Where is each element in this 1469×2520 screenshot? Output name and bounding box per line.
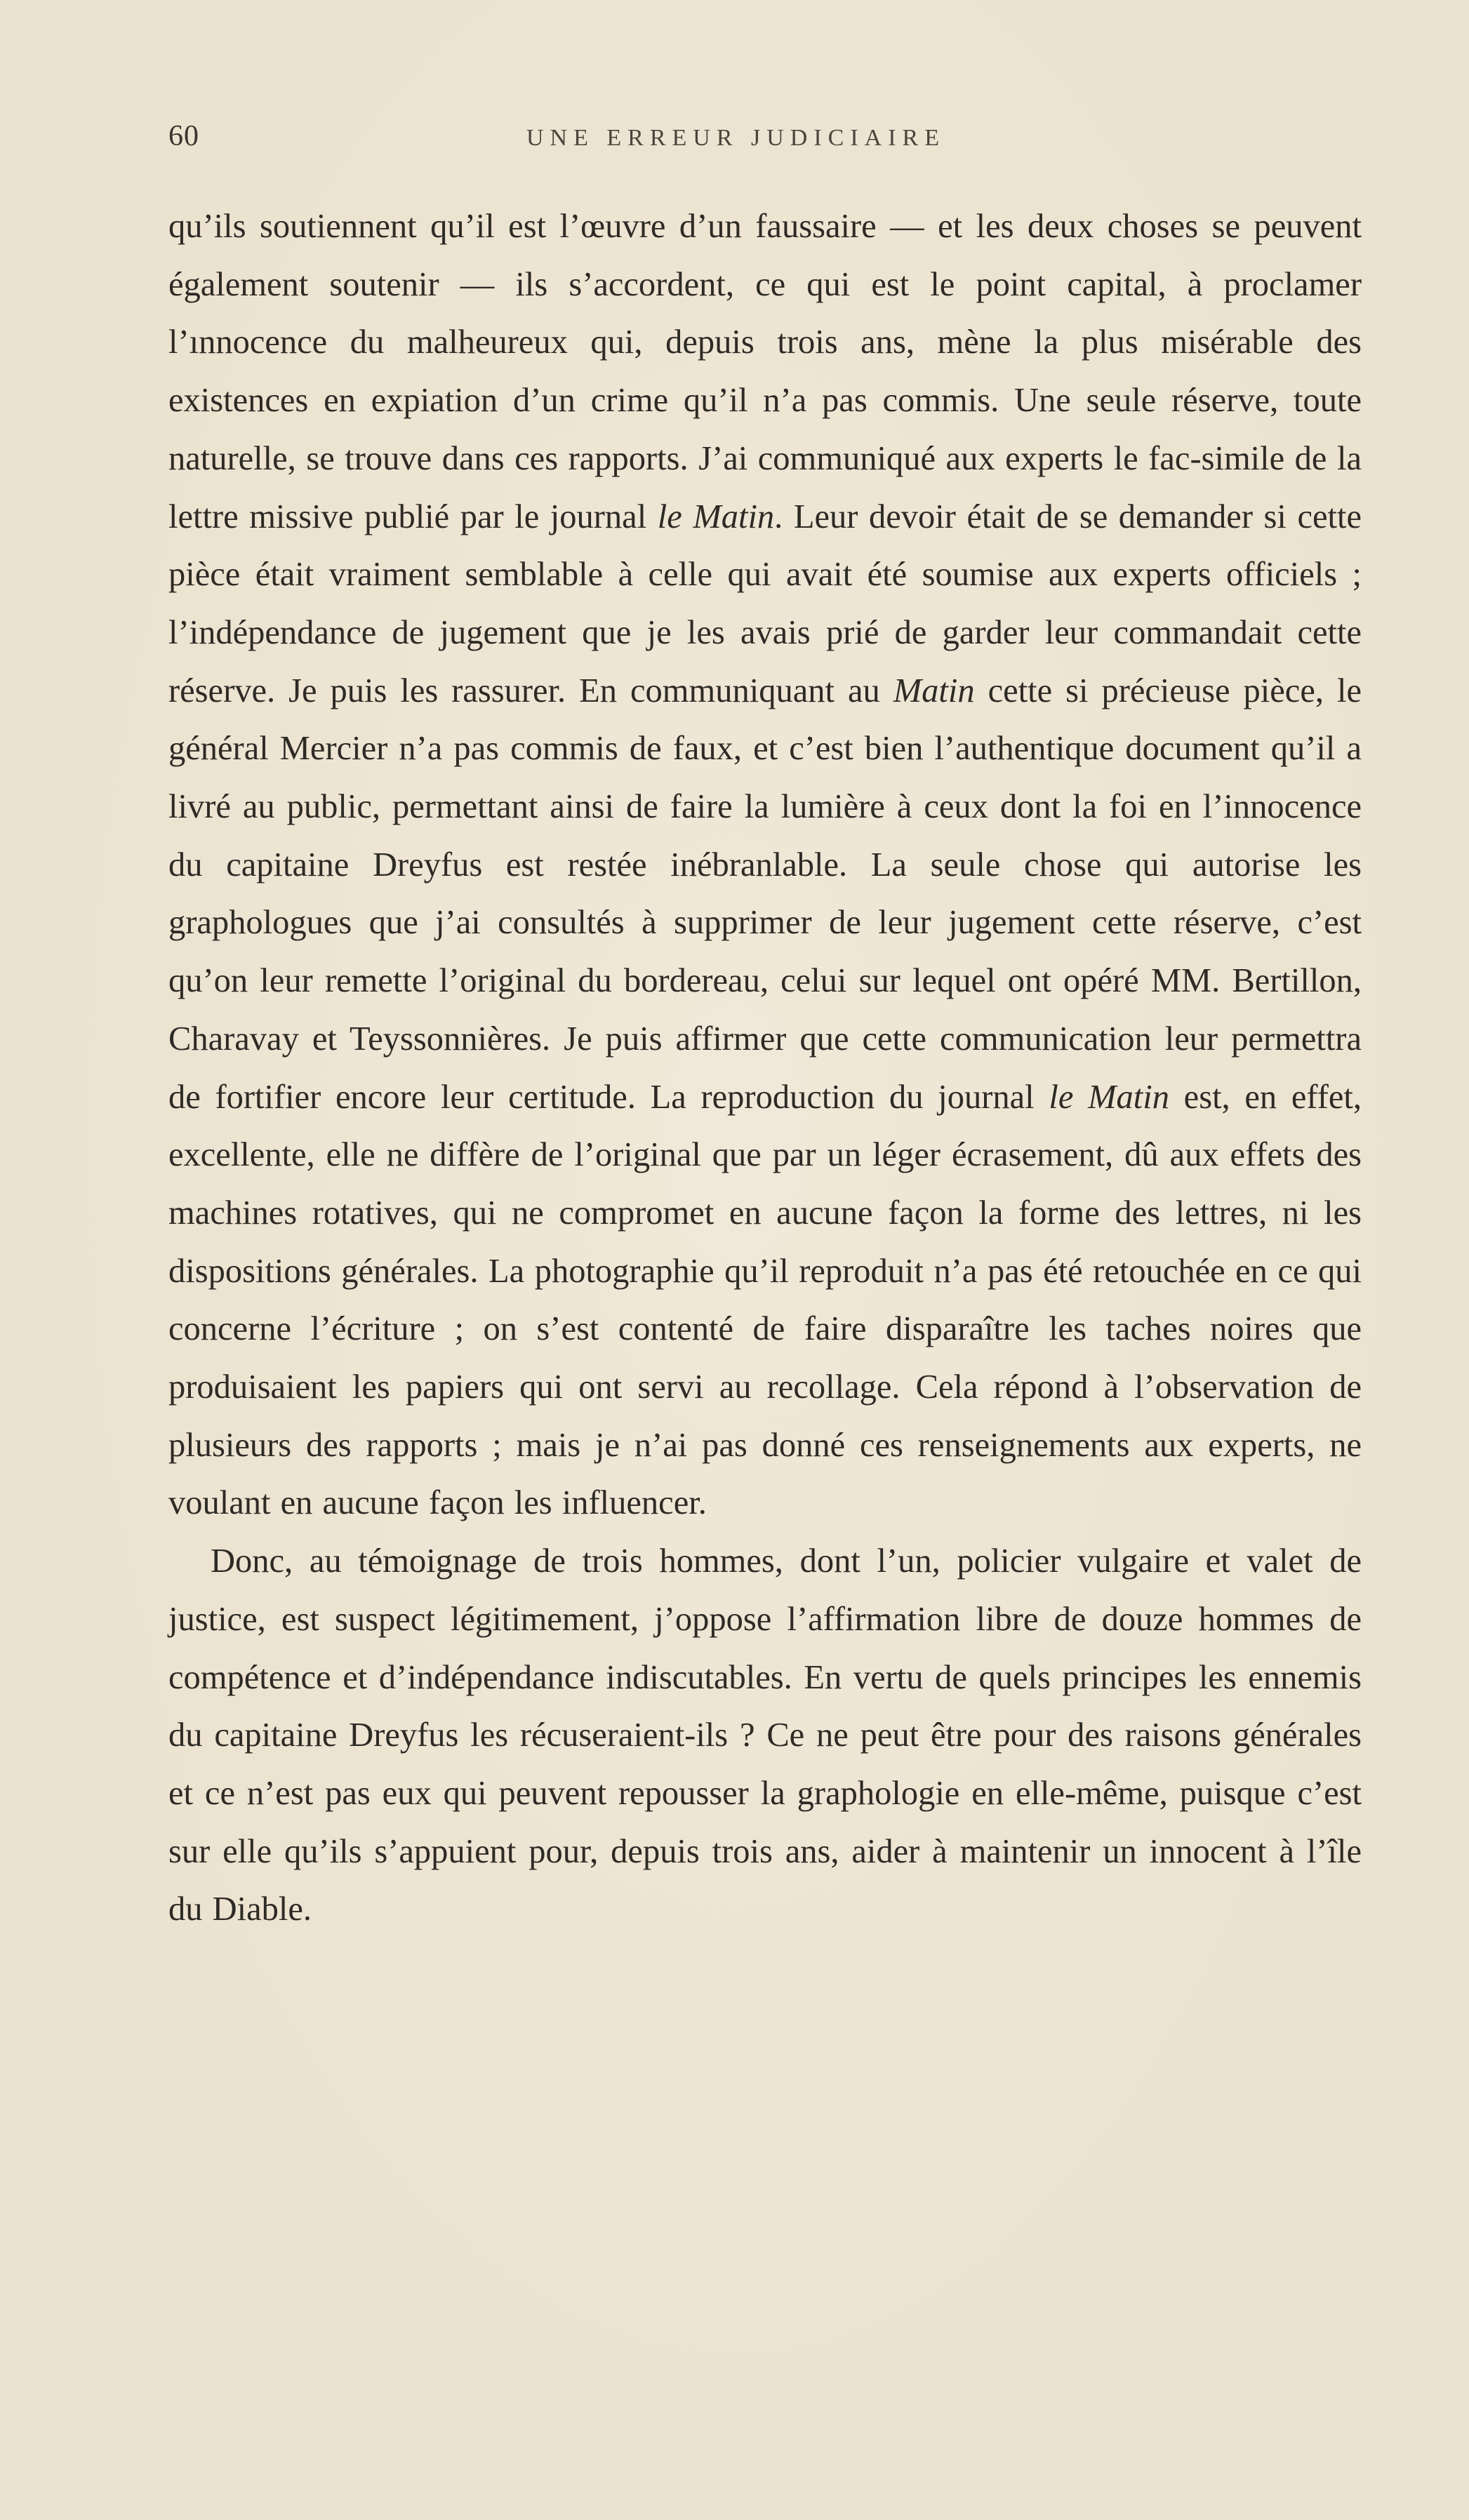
page-header xyxy=(168,119,1362,161)
running-title: UNE ERREUR JUDICIAIRE xyxy=(526,125,945,151)
paragraph-1 xyxy=(168,198,1362,1533)
newspaper-title-le-matin-2: le Matin xyxy=(1049,1078,1169,1116)
newspaper-title-le-matin: le Matin xyxy=(657,498,775,535)
body-text xyxy=(168,198,1362,1939)
newspaper-title-matin: Matin xyxy=(893,672,975,709)
paragraph-2: Donc, au témoignage de trois hommes, dont l’un, policier vulgaire et valet de justice, est suspect légitimement, j’oppose l’affirmation libre de douze hommes de compétence et d’indépendance indiscutables. En vertu de quels principes les ennemis du capitaine Dreyfus les récuseraient-ils ? Ce ne peut être pour des raisons générales et ce n’est pas eux qui peuvent repousser la graphologie en elle-même, puisque c’est sur elle qu’ils s’appuient pour, depuis trois ans, aider à maintenir un innocent à l’île du Diable. xyxy=(168,1542,1362,1928)
paragraph-1-text-a: qu’ils soutiennent qu’il est l’œuvre d’un faussaire — et les deux choses se peuvent également soutenir — ils s’accordent, ce qui est le point capital, à proclamer l’ınnocence du malheureux qui, depuis trois ans, mène la plus misérable des existences en expiation d’un crime qu’il n’a pas commis. Une seule réserve, toute naturelle, se trouve dans ces rapports. J’ai communiqué aux experts le fac-simile de la lettre missive publié par le journal xyxy=(168,208,1362,535)
paragraph-1-text-c: cette si précieuse pièce, le général Mercier n’a pas commis de faux, et c’est bien l’authentique document qu’il a livré au public, permettant ainsi de faire la lumière à ceux dont la foi en l’innocence du capitaine Dreyfus est restée inébranlable. La seule chose qui autorise les graphologues que j’ai consultés à supprimer de leur jugement cette réserve, c’est qu’on leur remette l’original du bordereau, celui sur lequel ont opéré MM. Bertillon, Charavay et Teyssonnières. Je puis affirmer que cette communication leur permettra de fortifier encore leur certitude. La reproduction du journal xyxy=(168,672,1362,1116)
paragraph-1-text-d: est, en effet, excellente, elle ne diffère de l’original que par un léger écrasement, dû aux effets des machines rotatives, qui ne compromet en aucune façon la forme des lettres, ni les dispositions générales. La photographie qu’il reproduit n’a pas été retouchée en ce qui concerne l’écriture ; on s’est contenté de faire disparaître les taches noires que produisaient les papiers qui ont servi au recollage. Cela répond à l’observation de plusieurs des rapports ; mais je n’ai pas donné ces renseignements aux experts, ne voulant en aucune façon les influencer. xyxy=(168,1078,1362,1522)
paragraph-1-text-b: . Leur devoir était de se demander si cette pièce était vraiment semblable à celle qui avait été soumise aux experts officiels ; l’indépendance de jugement que je les avais prié de garder leur commandait cette réserve. Je puis les rassurer. En communiquant au xyxy=(168,498,1362,709)
page-number: 60 xyxy=(168,120,199,152)
